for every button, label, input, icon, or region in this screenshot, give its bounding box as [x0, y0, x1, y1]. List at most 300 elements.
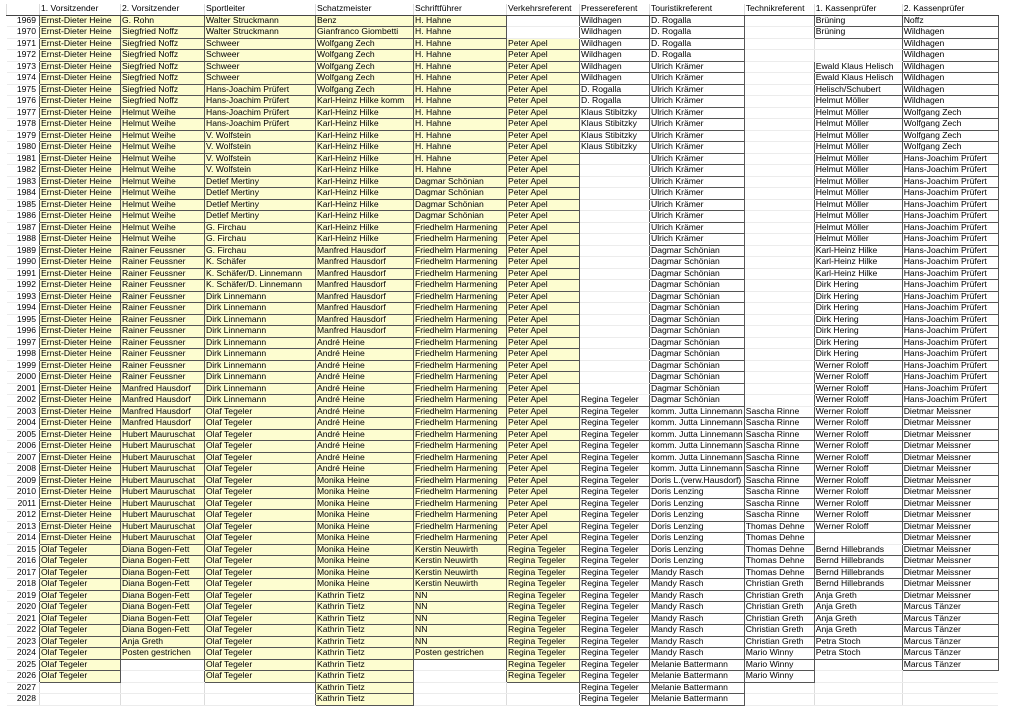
table-cell[interactable]: Dietmar Meissner	[902, 464, 998, 476]
table-cell[interactable]	[580, 372, 650, 384]
table-cell[interactable]: Hans-Joachim Prüfert	[902, 234, 998, 246]
table-cell[interactable]: Peter Apel	[507, 222, 580, 234]
table-cell[interactable]: André Heine	[316, 406, 414, 418]
table-cell[interactable]: Friedhelm Harmening	[414, 498, 507, 510]
table-cell[interactable]: Olaf Tegeler	[40, 625, 121, 637]
table-cell[interactable]: Friedhelm Harmening	[414, 314, 507, 326]
table-cell[interactable]	[507, 15, 580, 27]
table-cell[interactable]	[580, 291, 650, 303]
table-cell[interactable]: Ernst-Dieter Heine	[40, 222, 121, 234]
table-cell[interactable]: Hans-Joachim Prüfert	[902, 280, 998, 292]
table-cell[interactable]: Doris Lenzing	[650, 498, 745, 510]
table-cell[interactable]	[744, 291, 814, 303]
table-cell[interactable]: Peter Apel	[507, 326, 580, 338]
table-cell[interactable]: Dietmar Meissner	[902, 406, 998, 418]
table-cell[interactable]: Brüning	[814, 27, 902, 39]
table-cell[interactable]: Peter Apel	[507, 130, 580, 142]
table-cell[interactable]: Manfred Hausdorf	[316, 326, 414, 338]
table-cell[interactable]: Regina Tegeler	[507, 613, 580, 625]
table-cell[interactable]: H. Hahne	[414, 38, 507, 50]
table-cell[interactable]: G. Firchau	[205, 222, 316, 234]
table-cell[interactable]: Hubert Mauruschat	[121, 521, 205, 533]
table-cell[interactable]: Hubert Mauruschat	[121, 441, 205, 453]
table-cell[interactable]: Bernd Hillebrands	[814, 556, 902, 568]
table-cell[interactable]: Hans-Joachim Prüfert	[902, 326, 998, 338]
table-cell[interactable]: Dietmar Meissner	[902, 521, 998, 533]
table-cell[interactable]: Olaf Tegeler	[205, 418, 316, 430]
table-cell[interactable]: Helmut Weihe	[121, 142, 205, 154]
table-cell[interactable]: Hans-Joachim Prüfert	[902, 303, 998, 315]
table-cell[interactable]: H. Hahne	[414, 119, 507, 131]
table-cell[interactable]: Hans-Joachim Prüfert	[902, 257, 998, 269]
table-cell[interactable]	[580, 153, 650, 165]
table-cell[interactable]	[580, 326, 650, 338]
table-cell[interactable]: Regina Tegeler	[507, 636, 580, 648]
table-cell[interactable]: Hans-Joachim Prüfert	[902, 349, 998, 361]
table-cell[interactable]: Olaf Tegeler	[40, 671, 121, 683]
table-cell[interactable]	[580, 188, 650, 200]
table-cell[interactable]: Brüning	[814, 15, 902, 27]
table-cell[interactable]: Peter Apel	[507, 533, 580, 545]
table-cell[interactable]: Kathrin Tietz	[316, 636, 414, 648]
year-cell[interactable]: 2007	[7, 452, 40, 464]
table-cell[interactable]: Wolfgang Zech	[316, 38, 414, 50]
table-cell[interactable]	[744, 50, 814, 62]
table-cell[interactable]: NN	[414, 613, 507, 625]
table-cell[interactable]: Kathrin Tietz	[316, 602, 414, 614]
table-cell[interactable]: Peter Apel	[507, 395, 580, 407]
table-cell[interactable]: NN	[414, 602, 507, 614]
table-cell[interactable]: Hans-Joachim Prüfert	[902, 360, 998, 372]
table-cell[interactable]: Monika Heine	[316, 533, 414, 545]
table-cell[interactable]: Rainer Feussner	[121, 303, 205, 315]
table-cell[interactable]: Peter Apel	[507, 291, 580, 303]
table-cell[interactable]: Dietmar Meissner	[902, 441, 998, 453]
table-cell[interactable]: Peter Apel	[507, 84, 580, 96]
table-cell[interactable]: Helmut Möller	[814, 199, 902, 211]
table-cell[interactable]: Ernst-Dieter Heine	[40, 441, 121, 453]
year-cell[interactable]: 2010	[7, 487, 40, 499]
table-cell[interactable]: Werner Roloff	[814, 521, 902, 533]
table-cell[interactable]: Monika Heine	[316, 487, 414, 499]
table-cell[interactable]: Dirk Hering	[814, 303, 902, 315]
table-cell[interactable]: Christian Greth	[744, 636, 814, 648]
table-cell[interactable]: Kathrin Tietz	[316, 671, 414, 683]
table-cell[interactable]: Hans-Joachim Prüfert	[902, 291, 998, 303]
year-cell[interactable]: 2027	[7, 682, 40, 694]
table-cell[interactable]: Olaf Tegeler	[205, 579, 316, 591]
table-cell[interactable]: Werner Roloff	[814, 372, 902, 384]
table-cell[interactable]	[744, 360, 814, 372]
table-cell[interactable]: Regina Tegeler	[580, 567, 650, 579]
year-cell[interactable]: 1991	[7, 268, 40, 280]
table-cell[interactable]: komm. Jutta Linnemann	[651, 429, 743, 439]
table-cell[interactable]: V. Wolfstein	[205, 142, 316, 154]
year-cell[interactable]: 2026	[7, 671, 40, 683]
table-cell[interactable]: Dirk Linnemann	[205, 395, 316, 407]
table-cell[interactable]	[580, 337, 650, 349]
table-cell[interactable]: Ulrich Krämer	[650, 142, 745, 154]
table-cell[interactable]: Helmut Weihe	[121, 176, 205, 188]
table-cell[interactable]: Olaf Tegeler	[205, 452, 316, 464]
table-cell[interactable]	[580, 257, 650, 269]
table-cell[interactable]: Ulrich Krämer	[650, 96, 745, 108]
table-cell[interactable]: Hubert Mauruschat	[121, 475, 205, 487]
table-cell[interactable]: Hans-Joachim Prüfert	[902, 383, 998, 395]
table-cell[interactable]: Doris Lenzing	[650, 487, 745, 499]
table-cell[interactable]: Dagmar Schönian	[414, 176, 507, 188]
table-cell[interactable]: Peter Apel	[507, 441, 580, 453]
table-cell[interactable]: Wolfgang Zech	[902, 119, 998, 131]
table-cell[interactable]: Klaus Stibitzky	[580, 119, 650, 131]
table-cell[interactable]: Regina Tegeler	[507, 544, 580, 556]
column-header[interactable]: Touristikreferent	[650, 4, 745, 15]
table-cell[interactable]: Detlef Mertiny	[205, 176, 316, 188]
table-cell[interactable]: Ulrich Krämer	[650, 61, 745, 73]
table-cell[interactable]: Werner Roloff	[814, 383, 902, 395]
table-cell[interactable]: Ulrich Krämer	[650, 153, 745, 165]
year-cell[interactable]: 1999	[7, 360, 40, 372]
table-cell[interactable]: Karl-Heinz Hilke	[316, 188, 414, 200]
table-cell[interactable]	[744, 682, 814, 694]
table-cell[interactable]: Posten gestrichen	[414, 648, 507, 660]
table-cell[interactable]: Mandy Rasch	[650, 567, 745, 579]
table-cell[interactable]	[580, 165, 650, 177]
table-cell[interactable]: Werner Roloff	[814, 441, 902, 453]
table-cell[interactable]: Ernst-Dieter Heine	[40, 475, 121, 487]
table-cell[interactable]: Wildhagen	[580, 15, 650, 27]
table-cell[interactable]: Dagmar Schönian	[650, 314, 745, 326]
table-cell[interactable]: Ernst-Dieter Heine	[40, 257, 121, 269]
table-cell[interactable]: H. Hahne	[414, 165, 507, 177]
table-cell[interactable]	[744, 314, 814, 326]
table-cell[interactable]: NN	[414, 625, 507, 637]
table-cell[interactable]: D. Rogalla	[650, 50, 745, 62]
table-cell[interactable]: Karl-Heinz Hilke komm	[316, 96, 414, 108]
table-cell[interactable]: Ernst-Dieter Heine	[40, 521, 121, 533]
table-cell[interactable]: Peter Apel	[507, 521, 580, 533]
table-cell[interactable]: Hubert Mauruschat	[121, 429, 205, 441]
table-cell[interactable]: Peter Apel	[507, 234, 580, 246]
table-cell[interactable]: Peter Apel	[507, 337, 580, 349]
table-cell[interactable]: Regina Tegeler	[580, 395, 650, 407]
year-cell[interactable]: 1979	[7, 130, 40, 142]
table-cell[interactable]: Werner Roloff	[814, 452, 902, 464]
table-cell[interactable]: Wildhagen	[580, 38, 650, 50]
table-cell[interactable]: Ulrich Krämer	[650, 107, 745, 119]
year-cell[interactable]: 1982	[7, 165, 40, 177]
year-cell[interactable]: 2005	[7, 429, 40, 441]
table-cell[interactable]: Manfred Hausdorf	[316, 280, 414, 292]
table-cell[interactable]: Rainer Feussner	[121, 326, 205, 338]
year-cell[interactable]: 1972	[7, 50, 40, 62]
table-cell[interactable]: Dietmar Meissner	[902, 475, 998, 487]
table-cell[interactable]: Peter Apel	[507, 280, 580, 292]
table-cell[interactable]: Christian Greth	[744, 590, 814, 602]
table-cell[interactable]: Marcus Tänzer	[902, 648, 998, 660]
table-cell[interactable]: Ernst-Dieter Heine	[40, 15, 121, 27]
table-cell[interactable]	[580, 245, 650, 257]
column-header[interactable]: Pressereferent	[580, 4, 650, 15]
table-cell[interactable]: Dagmar Schönian	[414, 211, 507, 223]
table-cell[interactable]: André Heine	[316, 383, 414, 395]
table-cell[interactable]: Wolfgang Zech	[316, 73, 414, 85]
table-cell[interactable]: Rainer Feussner	[121, 349, 205, 361]
table-cell[interactable]: Diana Bogen-Fett	[121, 625, 205, 637]
table-cell[interactable]: Karl-Heinz Hilke	[316, 211, 414, 223]
table-cell[interactable]: Dirk Hering	[814, 291, 902, 303]
table-cell[interactable]: André Heine	[316, 441, 414, 453]
table-cell[interactable]: André Heine	[316, 464, 414, 476]
table-cell[interactable]: Hans-Joachim Prüfert	[205, 84, 316, 96]
table-cell[interactable]	[744, 245, 814, 257]
table-cell[interactable]: Sascha Rinne	[744, 429, 814, 441]
table-cell[interactable]: Bernd Hillebrands	[814, 567, 902, 579]
year-cell[interactable]: 2019	[7, 590, 40, 602]
year-cell[interactable]: 2014	[7, 533, 40, 545]
table-cell[interactable]: H. Hahne	[414, 27, 507, 39]
table-cell[interactable]: V. Wolfstein	[205, 165, 316, 177]
table-cell[interactable]	[205, 694, 316, 706]
table-cell[interactable]: Anja Greth	[814, 625, 902, 637]
table-cell[interactable]: Marcus Tänzer	[902, 613, 998, 625]
table-cell[interactable]: Gianfranco Giombetti	[316, 27, 414, 39]
table-cell[interactable]: Hans-Joachim Prüfert	[205, 107, 316, 119]
year-cell[interactable]: 2020	[7, 602, 40, 614]
table-cell[interactable]: Regina Tegeler	[580, 429, 650, 441]
table-cell[interactable]	[744, 694, 814, 706]
table-cell[interactable]: Dagmar Schönian	[650, 280, 745, 292]
table-cell[interactable]: Hans-Joachim Prüfert	[205, 96, 316, 108]
table-cell[interactable]: Monika Heine	[316, 567, 414, 579]
table-cell[interactable]: Olaf Tegeler	[205, 498, 316, 510]
table-cell[interactable]: Manfred Hausdorf	[316, 257, 414, 269]
table-cell[interactable]: Thomas Dehne	[744, 567, 814, 579]
table-cell[interactable]: Hans-Joachim Prüfert	[902, 211, 998, 223]
table-cell[interactable]	[814, 38, 902, 50]
table-cell[interactable]: Olaf Tegeler	[40, 613, 121, 625]
column-header[interactable]: 1. Kassenprüfer	[814, 4, 902, 15]
table-cell[interactable]: Wildhagen	[902, 96, 998, 108]
table-cell[interactable]: Bernd Hillebrands	[814, 544, 902, 556]
table-cell[interactable]: Ernst-Dieter Heine	[40, 280, 121, 292]
table-cell[interactable]: Olaf Tegeler	[40, 648, 121, 660]
table-cell[interactable]: Rainer Feussner	[121, 257, 205, 269]
table-cell[interactable]: Olaf Tegeler	[205, 521, 316, 533]
table-cell[interactable]: Ernst-Dieter Heine	[40, 406, 121, 418]
table-cell[interactable]: Kathrin Tietz	[316, 682, 414, 694]
table-cell[interactable]: Hans-Joachim Prüfert	[902, 314, 998, 326]
table-cell[interactable]: K. Schäfer	[205, 257, 316, 269]
table-cell[interactable]: Regina Tegeler	[580, 602, 650, 614]
table-cell[interactable]	[902, 671, 998, 683]
table-cell[interactable]: Helmut Weihe	[121, 199, 205, 211]
table-cell[interactable]: Thomas Dehne	[744, 521, 814, 533]
table-cell[interactable]: K. Schäfer/D. Linnemann	[205, 280, 316, 292]
table-cell[interactable]: Karl-Heinz Hilke	[316, 107, 414, 119]
table-cell[interactable]	[744, 27, 814, 39]
year-cell[interactable]: 1996	[7, 326, 40, 338]
table-cell[interactable]: Ernst-Dieter Heine	[40, 303, 121, 315]
table-cell[interactable]: Regina Tegeler	[580, 636, 650, 648]
year-cell[interactable]: 1994	[7, 303, 40, 315]
year-cell[interactable]: 2013	[7, 521, 40, 533]
table-cell[interactable]: Ernst-Dieter Heine	[40, 533, 121, 545]
table-cell[interactable]: Ulrich Krämer	[650, 84, 745, 96]
table-cell[interactable]: D. Rogalla	[580, 84, 650, 96]
table-cell[interactable]: Kerstin Neuwirth	[414, 567, 507, 579]
column-header[interactable]: Sportleiter	[205, 4, 316, 15]
year-cell[interactable]: 1980	[7, 142, 40, 154]
table-cell[interactable]	[744, 153, 814, 165]
table-cell[interactable]: Regina Tegeler	[507, 567, 580, 579]
table-cell[interactable]: Dagmar Schönian	[650, 360, 745, 372]
year-cell[interactable]: 1986	[7, 211, 40, 223]
table-cell[interactable]: Helmut Möller	[814, 234, 902, 246]
table-cell[interactable]: Friedhelm Harmening	[414, 510, 507, 522]
table-cell[interactable]: Olaf Tegeler	[205, 590, 316, 602]
table-cell[interactable]: Monika Heine	[316, 521, 414, 533]
table-cell[interactable]: Regina Tegeler	[580, 694, 650, 706]
table-cell[interactable]	[121, 659, 205, 671]
year-cell[interactable]: 1989	[7, 245, 40, 257]
table-cell[interactable]: Friedhelm Harmening	[414, 441, 507, 453]
table-cell[interactable]: Peter Apel	[507, 268, 580, 280]
column-header[interactable]: Schatzmeister	[316, 4, 414, 15]
table-cell[interactable]: Monika Heine	[316, 510, 414, 522]
table-cell[interactable]: Regina Tegeler	[580, 533, 650, 545]
table-cell[interactable]: Wolfgang Zech	[316, 61, 414, 73]
table-cell[interactable]: Olaf Tegeler	[205, 567, 316, 579]
table-cell[interactable]: Peter Apel	[507, 257, 580, 269]
table-cell[interactable]: Peter Apel	[507, 119, 580, 131]
table-cell[interactable]: Benz	[316, 15, 414, 27]
table-cell[interactable]: Helmut Möller	[814, 211, 902, 223]
table-cell[interactable]: Marcus Tänzer	[902, 625, 998, 637]
table-cell[interactable]: komm. Jutta Linnemann	[651, 440, 743, 451]
table-cell[interactable]: H. Hahne	[414, 107, 507, 119]
table-cell[interactable]: Manfred Hausdorf	[316, 245, 414, 257]
table-cell[interactable]: Mandy Rasch	[650, 636, 745, 648]
table-cell[interactable]: Ernst-Dieter Heine	[40, 349, 121, 361]
year-cell[interactable]: 1977	[7, 107, 40, 119]
table-cell[interactable]: Wolfgang Zech	[902, 142, 998, 154]
table-cell[interactable]: G. Firchau	[205, 245, 316, 257]
table-cell[interactable]: G. Firchau	[205, 234, 316, 246]
table-cell[interactable]: komm. Jutta Linnemann	[651, 463, 743, 474]
table-cell[interactable]: Helmut Möller	[814, 96, 902, 108]
table-cell[interactable]: Peter Apel	[507, 176, 580, 188]
table-cell[interactable]: Petra Stoch	[814, 648, 902, 660]
table-cell[interactable]: Dietmar Meissner	[902, 533, 998, 545]
table-cell[interactable]: Ernst-Dieter Heine	[40, 73, 121, 85]
table-cell[interactable]	[902, 682, 998, 694]
table-cell[interactable]: D. Rogalla	[650, 38, 745, 50]
table-cell[interactable]: Detlef Mertiny	[205, 188, 316, 200]
table-cell[interactable]: H. Hahne	[414, 96, 507, 108]
table-cell[interactable]: Hans-Joachim Prüfert	[902, 395, 998, 407]
table-cell[interactable]: Ernst-Dieter Heine	[40, 142, 121, 154]
table-cell[interactable]: Hans-Joachim Prüfert	[902, 153, 998, 165]
table-cell[interactable]: Ernst-Dieter Heine	[40, 395, 121, 407]
table-cell[interactable]: Friedhelm Harmening	[414, 245, 507, 257]
table-cell[interactable]: Friedhelm Harmening	[414, 429, 507, 441]
table-cell[interactable]: Hans-Joachim Prüfert	[902, 372, 998, 384]
table-cell[interactable]: Friedhelm Harmening	[414, 268, 507, 280]
year-cell[interactable]: 1987	[7, 222, 40, 234]
table-cell[interactable]: Siegfried Noffz	[121, 84, 205, 96]
year-cell[interactable]: 1992	[7, 280, 40, 292]
table-cell[interactable]: Christian Greth	[744, 579, 814, 591]
table-cell[interactable]: Olaf Tegeler	[40, 636, 121, 648]
table-cell[interactable]: Mario Winny	[744, 659, 814, 671]
table-cell[interactable]: Ulrich Krämer	[650, 234, 745, 246]
table-cell[interactable]: Peter Apel	[507, 188, 580, 200]
table-cell[interactable]: Rainer Feussner	[121, 291, 205, 303]
table-cell[interactable]: Hans-Joachim Prüfert	[902, 337, 998, 349]
table-cell[interactable]: Hans-Joachim Prüfert	[902, 245, 998, 257]
table-cell[interactable]	[121, 671, 205, 683]
table-cell[interactable]: Helmut Möller	[814, 119, 902, 131]
table-cell[interactable]: Sascha Rinne	[744, 464, 814, 476]
table-cell[interactable]: Monika Heine	[316, 475, 414, 487]
table-cell[interactable]: Ulrich Krämer	[650, 119, 745, 131]
table-cell[interactable]: Dagmar Schönian	[650, 372, 745, 384]
table-cell[interactable]: Friedhelm Harmening	[414, 291, 507, 303]
table-cell[interactable]: Peter Apel	[507, 107, 580, 119]
table-cell[interactable]: Karl-Heinz Hilke	[814, 268, 902, 280]
table-cell[interactable]: Ewald Klaus Helisch	[814, 73, 902, 85]
table-cell[interactable]: Olaf Tegeler	[205, 406, 316, 418]
table-cell[interactable]: Ernst-Dieter Heine	[40, 27, 121, 39]
table-cell[interactable]: Ulrich Krämer	[650, 222, 745, 234]
table-cell[interactable]	[744, 119, 814, 131]
table-cell[interactable]: Thomas Dehne	[744, 544, 814, 556]
table-cell[interactable]	[744, 107, 814, 119]
table-cell[interactable]: Monika Heine	[316, 498, 414, 510]
table-cell[interactable]: Ernst-Dieter Heine	[40, 61, 121, 73]
table-cell[interactable]: Werner Roloff	[814, 360, 902, 372]
table-cell[interactable]: André Heine	[316, 337, 414, 349]
table-cell[interactable]: Hans-Joachim Prüfert	[902, 268, 998, 280]
table-cell[interactable]: Werner Roloff	[814, 487, 902, 499]
table-cell[interactable]: Olaf Tegeler	[40, 556, 121, 568]
table-cell[interactable]	[507, 682, 580, 694]
table-cell[interactable]: Regina Tegeler	[507, 556, 580, 568]
table-cell[interactable]: Dagmar Schönian	[650, 337, 745, 349]
table-cell[interactable]: Dagmar Schönian	[650, 326, 745, 338]
year-cell[interactable]: 2021	[7, 613, 40, 625]
year-cell[interactable]: 2016	[7, 556, 40, 568]
table-cell[interactable]: Dagmar Schönian	[650, 257, 745, 269]
table-cell[interactable]: Olaf Tegeler	[205, 441, 316, 453]
year-cell[interactable]: 2000	[7, 372, 40, 384]
table-cell[interactable]: Ernst-Dieter Heine	[40, 360, 121, 372]
table-cell[interactable]: Dagmar Schönian	[650, 303, 745, 315]
table-cell[interactable]: Regina Tegeler	[580, 671, 650, 683]
table-cell[interactable]: Ernst-Dieter Heine	[40, 452, 121, 464]
table-cell[interactable]: Hans-Joachim Prüfert	[902, 188, 998, 200]
table-cell[interactable]: Anja Greth	[121, 636, 205, 648]
table-cell[interactable]: Mandy Rasch	[650, 613, 745, 625]
table-cell[interactable]	[414, 682, 507, 694]
table-cell[interactable]	[580, 176, 650, 188]
table-cell[interactable]: Dirk Hering	[814, 326, 902, 338]
table-cell[interactable]: Sascha Rinne	[744, 406, 814, 418]
year-cell[interactable]: 2025	[7, 659, 40, 671]
table-cell[interactable]: Hubert Mauruschat	[121, 533, 205, 545]
table-cell[interactable]: Karl-Heinz Hilke	[316, 222, 414, 234]
